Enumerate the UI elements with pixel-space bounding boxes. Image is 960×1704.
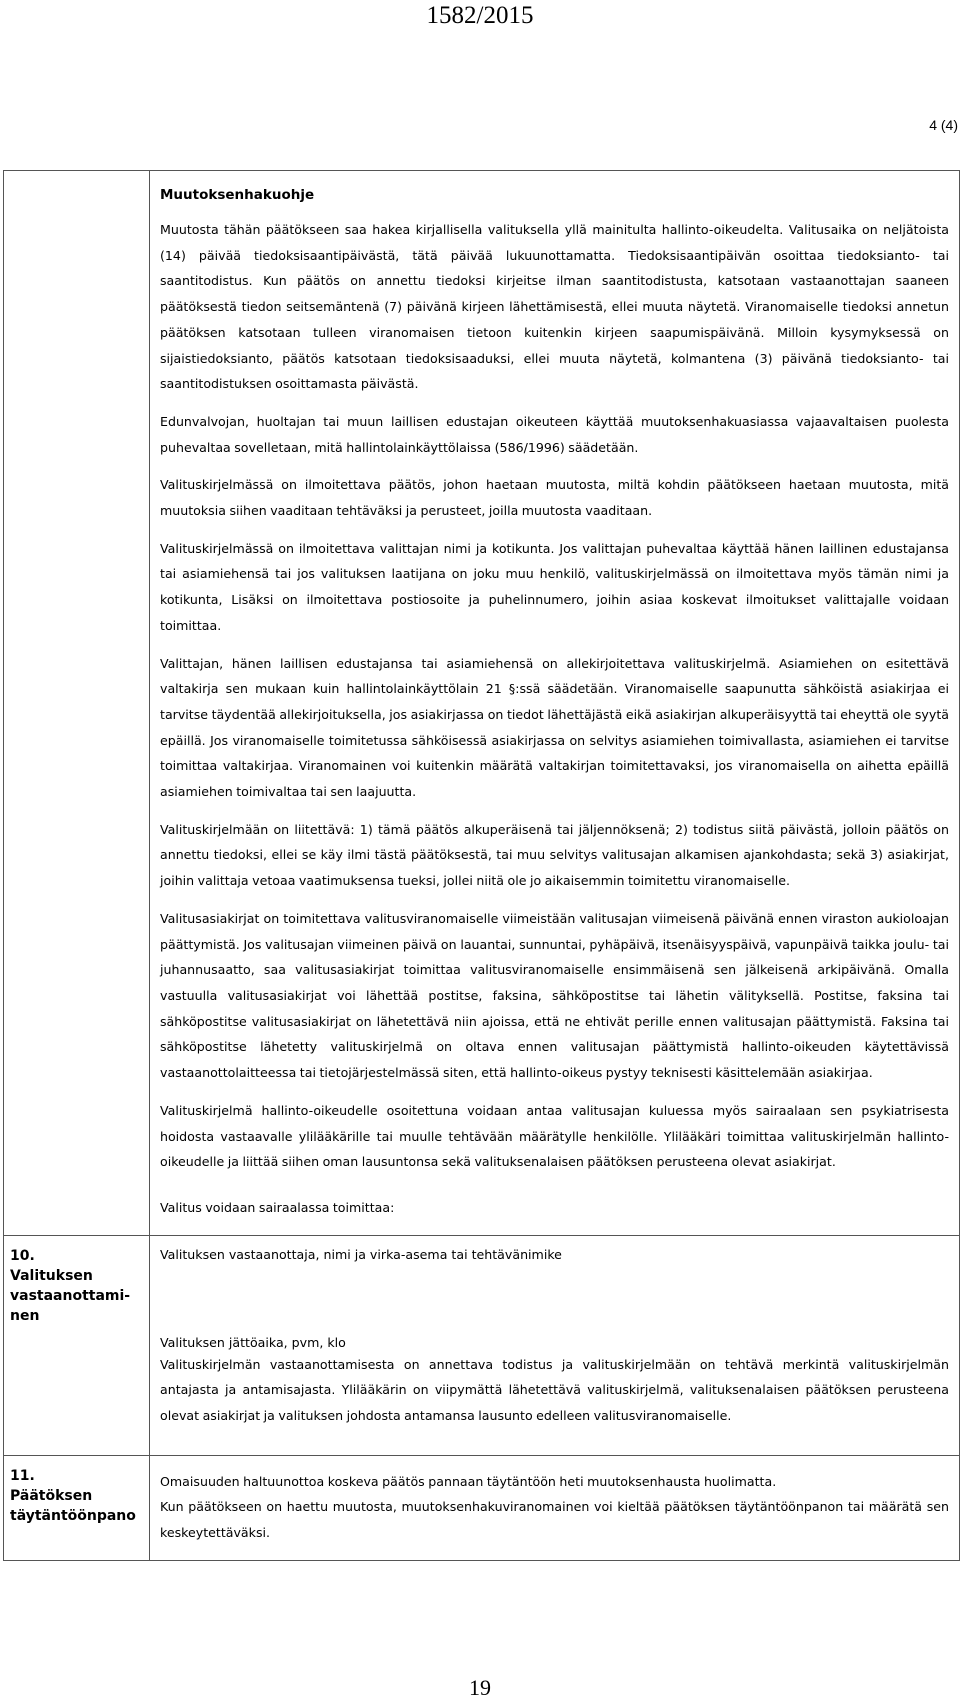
section-11-paragraph: Kun päätökseen on haettu muutosta, muutoksenhakuviranomainen voi kieltää päätöksen täytäntöönpanon tai määrätä sen keskeytettäväksi. [160, 1499, 949, 1541]
section-11-title: Päätöksen täytäntöönpano [10, 1487, 136, 1524]
appeal-label-cell [4, 171, 150, 1236]
section-10-number: 10. [10, 1247, 35, 1264]
receiver-field[interactable]: Valituksen vastaanottaja, nimi ja virka-asema tai tehtävänimike [160, 1246, 562, 1262]
appeal-paragraph: Edunvalvojan, huoltajan tai muun laillisen edustajan oikeuteen käyttää muutoksenhakuasiassa vajaavaltaisen puolesta puhevaltaa sovelletaan, mitä hallintolainkäyttölaissa (586/1996) säädetään. [160, 413, 949, 455]
section-10-content-cell [150, 1235, 960, 1455]
appeal-paragraph: Valitus voidaan sairaalassa toimittaa: [160, 1199, 395, 1215]
section-10-info: Valituskirjelmän vastaanottamisesta on annettava todistus ja valituskirjelmään on tehtävä merkintä valituskirjelmän antajasta ja antamisajasta. Ylilääkärin on viipymättä lähetettävä valituskirjelmä, valituksenalaisen päätöksen perusteena olevat asiakirjat ja valituksen johdosta antamansa lausunto edelleen valitusviranomaiselle. [160, 1356, 949, 1424]
page-number: 19 [469, 1675, 491, 1700]
appeal-title: Muutoksenhakuohje [160, 187, 315, 203]
appeal-instructions-cell [150, 171, 960, 1236]
page-info: 4 (4) [929, 117, 958, 133]
appeal-paragraph: Valituskirjelmä hallinto-oikeudelle osoitettuna voidaan antaa valitusajan kuluessa myös sairaalaan sen psykiatrisesta hoidosta vastaavalle ylilääkärille tai muulle tehtävään määrätylle henkilölle. Ylilääkäri toimittaa valituskirjelmän hallinto-oikeudelle ja liittää siihen oman lausuntonsa sekä valituksenalaisen päätöksen perusteena olevat asiakirjat. [160, 1102, 949, 1170]
submission-time-field[interactable]: Valituksen jättöaika, pvm, klo [160, 1334, 346, 1350]
section-11-paragraph: Omaisuuden haltuunottoa koskeva päätös pannaan täytäntöön heti muutoksenhausta huolimatta. [160, 1473, 777, 1489]
appeal-paragraph: Muutosta tähän päätökseen saa hakea kirjallisella valituksella yllä mainitulta hallinto-oikeudelta. Valitusaika on neljätoista (14) päivää tiedoksisaantipäivästä, tätä päivää lukuunottamatta. Tiedoksisaantipäivän osoittaa tiedoksianto- tai saantitodistus. Kun päätös on annettu tiedoksi kirjeitse ilman saantitodistusta, katsotaan vastaanottajan saaneen päätöksestä tiedon seitsemäntenä (7) päivänä kirjeen lähettämisestä, ellei muuta näytetä. Viranomaiselle tiedoksi annetun päätöksen katsotaan tulleen viranomaisen tietoon kuitenkin kirjeen saapumispäivänä. Milloin kysymyksessä on sijaistiedoksianto, päätös katsotaan tiedoksisaaduksi, ellei muuta näytetä, kolmantena (3) päivänä tiedoksianto- tai saantitodistuksen osoittamasta päivästä. [160, 222, 949, 392]
appeal-paragraph: Valituskirjelmässä on ilmoitettava päätös, johon haetaan muutosta, miltä kohdin päätökseen haetaan muutosta, mitä muutoksia siihen vaaditaan tehtäväksi ja perusteet, joilla muutosta vaaditaan. [160, 477, 949, 519]
document-number: 1582/2015 [426, 2, 534, 29]
appeal-paragraph: Valituskirjelmään on liitettävä: 1) tämä päätös alkuperäisenä tai jäljennöksenä; 2) todistus siitä päivästä, jolloin päätös on annettu tiedoksi, ellei se käy ilmi tästä päätöksestä, tai muu selvitys valitusajan alkamisen ajankohdasta; sekä 3) asiakirjat, joihin valittaja vetoaa vaatimuksensa tueksi, jollei niitä ole jo aikaisemmin toimitettu viranomaiselle. [160, 821, 949, 889]
section-11-content-cell [150, 1455, 960, 1560]
section-11-label-cell [4, 1455, 150, 1560]
appeal-paragraph: Valittajan, hänen laillisen edustajansa tai asiamiehensä on allekirjoitettava valituskirjelmä. Asiamiehen on esitettävä valtakirja sen mukaan kuin hallintolainkäyttölain 21 §:ssä säädetään. Viranomaiselle saapunutta sähköistä asiakirjaa ei tarvitse täydentää allekirjoituksella, jos asiakirjassa on tiedot lähettäjästä eikä asiakirjan alkuperäisyyttä tai eheyttä ole syytä epäillä. Jos viranomaiselle toimitetussa sähköisessä asiakirjassa on selvitys asiamiehen toimivallasta, asiamiehen ei tarvitse toimittaa valtakirjaa. Viranomainen voi kuitenkin määrätä valtakirjan toimitettavaksi, jos viranomaisella on aihetta epäillä asiamiehen toimivaltaa tai sen laajuutta. [160, 655, 949, 800]
appeal-paragraph: Valituskirjelmässä on ilmoitettava valittajan nimi ja kotikunta. Jos valittajan puhevaltaa käyttää hänen laillinen edustajansa tai asiamiehensä tai jos valituksen laatijana on joku muu henkilö, valituskirjelmässä on ilmoitettava myös tämän nimi ja kotikunta, Lisäksi on ilmoitettava postiosoite ja puhelinnumero, joihin asiaa koskevat ilmoitukset valittajalle voidaan toimittaa. [160, 540, 949, 633]
decision-form-table [3, 170, 960, 1561]
section-11-row [4, 1455, 960, 1560]
appeal-instructions-row [4, 171, 960, 1236]
section-11-number: 11. [10, 1467, 35, 1484]
section-10-label-cell [4, 1235, 150, 1455]
section-10-title: Valituksen vastaanottami-nen [10, 1267, 131, 1324]
section-10-row [4, 1235, 960, 1455]
appeal-paragraph: Valitusasiakirjat on toimitettava valitusviranomaiselle viimeistään valitusajan viimeisenä päivänä ennen viraston aukioloajan päättymistä. Jos valitusajan viimeinen päivä on lauantai, sunnuntai, pyhäpäivä, itsenäisyyspäivä, vapunpäivä taikka joulu- tai juhannusaatto, saa valitusasiakirjat toimittaa valitusviranomaiselle ensimmäisenä sen jälkeisenä arkipäivänä. Omalla vastuulla valitusasiakirjat voi lähettää postitse, faksina, sähköpostitse tai lähetin välityksellä. Postitse, faksina tai sähköpostitse valitusasiakirjat on lähetettävä niin ajoissa, että ne ehtivät perille ennen valitusajan päättymistä. Faksina tai sähköpostitse lähetetty valituskirjelmä on oltava ennen valitusajan päättymistä hallinto-oikeuden käytettävissä vastaanottolaitteessa tai tietojärjestelmässä siten, että hallinto-oikeus pystyy teknisesti käsittelemään asiakirjaa. [160, 910, 949, 1081]
